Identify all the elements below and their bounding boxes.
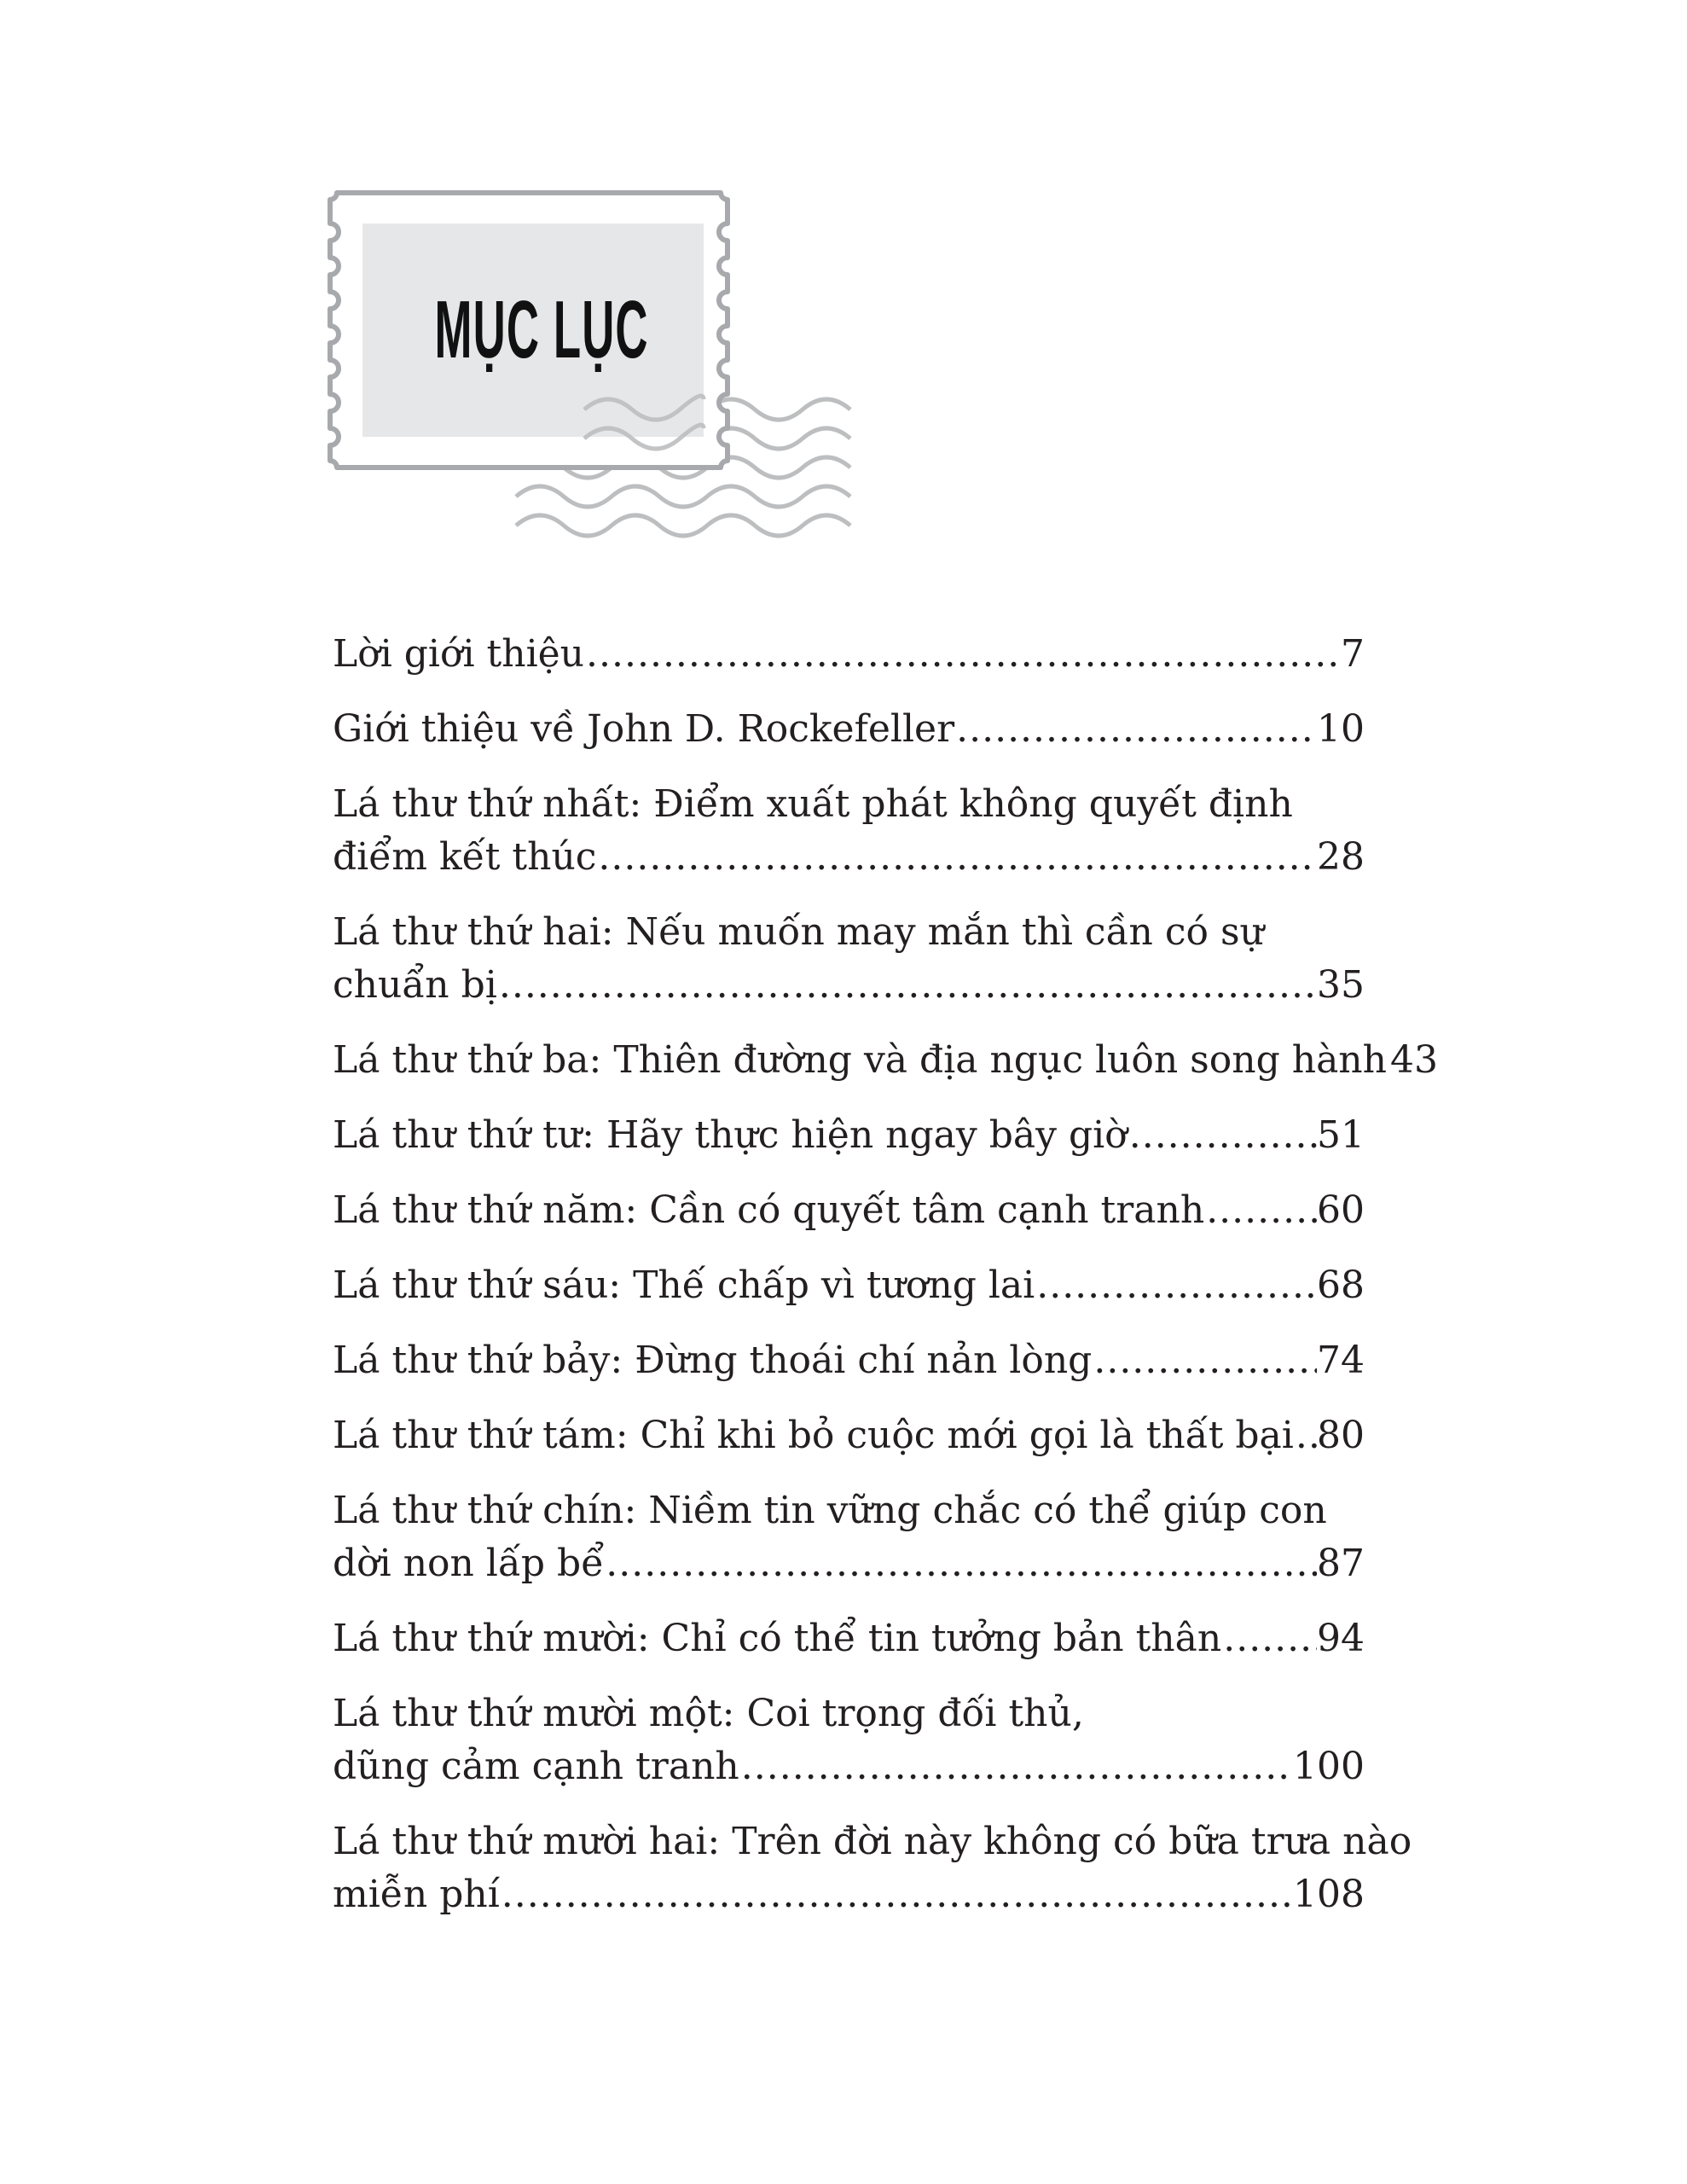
toc-page-number: 28 <box>1317 835 1365 879</box>
stamp-heading <box>328 189 874 548</box>
toc-entry-title: điểm kết thúc <box>333 835 597 879</box>
toc-page-number: 68 <box>1317 1263 1365 1307</box>
dot-leader <box>1221 1612 1317 1665</box>
page-title: MỤC LỤC <box>434 284 649 375</box>
toc-entry[interactable] <box>333 1409 1365 1462</box>
dot-leader <box>739 1740 1293 1793</box>
dot-leader <box>1204 1184 1317 1237</box>
toc-page-number: 60 <box>1317 1188 1365 1232</box>
toc-entry[interactable] <box>333 1687 1365 1793</box>
toc-entry[interactable] <box>333 1815 1412 1921</box>
toc-entry-title-line: Lá thư thứ mười hai: Trên đời này không có bữa trưa nào <box>333 1820 1412 1863</box>
dot-leader <box>500 1868 1293 1921</box>
toc-page-number: 51 <box>1317 1113 1365 1157</box>
toc-entry[interactable] <box>333 1034 1438 1087</box>
toc-entry[interactable] <box>333 628 1365 681</box>
toc-page-number: 108 <box>1293 1873 1365 1916</box>
toc-entry[interactable] <box>333 906 1365 1012</box>
dot-leader <box>1294 1409 1317 1462</box>
toc-entry[interactable] <box>333 1484 1365 1590</box>
dot-leader <box>584 628 1341 681</box>
dot-leader <box>1035 1259 1317 1312</box>
toc-entry-title: miễn phí <box>333 1873 500 1916</box>
toc-entry-title: dũng cảm cạnh tranh <box>333 1745 739 1788</box>
toc-entry[interactable] <box>333 1334 1365 1387</box>
table-of-contents <box>333 628 1438 1943</box>
toc-page-number: 35 <box>1317 963 1365 1007</box>
toc-entry[interactable] <box>333 778 1365 884</box>
toc-page-number: 80 <box>1317 1414 1365 1457</box>
toc-entry-title: Lá thư thứ mười: Chỉ có thể tin tưởng bản thân <box>333 1617 1222 1660</box>
dot-leader <box>497 959 1317 1012</box>
toc-entry[interactable] <box>333 1259 1365 1312</box>
toc-entry-title: Lời giới thiệu <box>333 632 585 676</box>
toc-page-number: 74 <box>1317 1339 1365 1382</box>
dot-leader <box>604 1537 1317 1590</box>
toc-entry[interactable] <box>333 1184 1365 1237</box>
toc-page-number: 7 <box>1341 632 1365 676</box>
toc-entry-title: chuẩn bị <box>333 963 497 1007</box>
toc-entry-title-line: Lá thư thứ chín: Niềm tin vững chắc có thể giúp con <box>333 1489 1327 1532</box>
toc-entry-title: Lá thư thứ bảy: Đừng thoái chí nản lòng <box>333 1339 1093 1382</box>
toc-entry-title: Lá thư thứ sáu: Thế chấp vì tương lai <box>333 1263 1035 1307</box>
toc-entry-title-line: Lá thư thứ mười một: Coi trọng đối thủ, <box>333 1692 1084 1735</box>
toc-entry-title: Lá thư thứ tám: Chỉ khi bỏ cuộc mới gọi là thất bại <box>333 1414 1294 1457</box>
toc-entry[interactable] <box>333 1109 1365 1162</box>
toc-entry-title: Lá thư thứ năm: Cần có quyết tâm cạnh tranh <box>333 1188 1205 1232</box>
toc-entry-title: Lá thư thứ tư: Hãy thực hiện ngay bây giờ <box>333 1113 1128 1157</box>
toc-page-number: 94 <box>1317 1617 1365 1660</box>
toc-entry[interactable] <box>333 703 1365 756</box>
toc-entry-title-line: Lá thư thứ nhất: Điểm xuất phát không quyết định <box>333 782 1293 826</box>
dot-leader <box>954 703 1317 756</box>
toc-entry-title: Giới thiệu về John D. Rockefeller <box>333 707 955 751</box>
toc-page-number: 100 <box>1293 1745 1365 1788</box>
dot-leader <box>1092 1334 1317 1387</box>
toc-page-number: 10 <box>1317 707 1365 751</box>
toc-entry-title: Lá thư thứ ba: Thiên đường và địa ngục luôn song hành <box>333 1038 1387 1082</box>
toc-entry[interactable] <box>333 1612 1365 1665</box>
toc-entry-title: dời non lấp bể <box>333 1542 605 1585</box>
toc-page-number: 43 <box>1389 1038 1438 1082</box>
toc-page-number: 87 <box>1317 1542 1365 1585</box>
dot-leader <box>1128 1109 1317 1162</box>
toc-entry-title-line: Lá thư thứ hai: Nếu muốn may mắn thì cần có sự <box>333 910 1264 954</box>
dot-leader <box>596 831 1317 884</box>
